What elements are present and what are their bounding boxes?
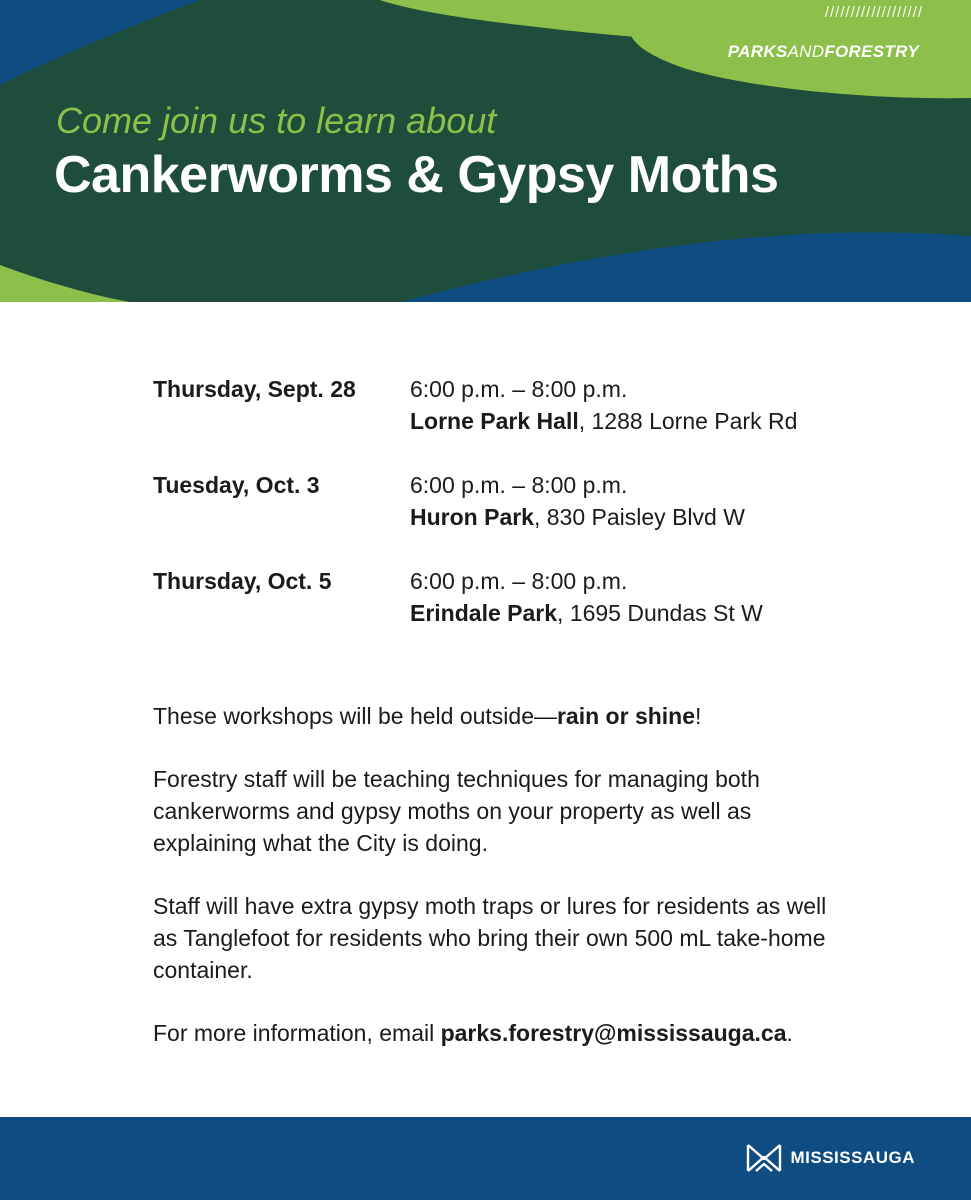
event-schedule bbox=[153, 374, 873, 662]
event-venue: Huron Park bbox=[410, 504, 534, 530]
event-date: Thursday, Oct. 5 bbox=[153, 568, 332, 594]
event-row bbox=[153, 470, 873, 566]
event-location bbox=[410, 504, 745, 531]
event-venue: Lorne Park Hall bbox=[410, 408, 579, 434]
logo-wordmark: MISSISSAUGA bbox=[790, 1148, 915, 1167]
contact-email[interactable]: parks.forestry@mississauga.ca bbox=[440, 1020, 787, 1046]
event-location bbox=[410, 600, 763, 627]
footer-bar bbox=[0, 1117, 971, 1200]
event-date: Tuesday, Oct. 3 bbox=[153, 472, 320, 498]
event-row bbox=[153, 374, 873, 470]
event-date: Thursday, Sept. 28 bbox=[153, 376, 356, 402]
event-address: , 1695 Dundas St W bbox=[557, 600, 763, 626]
event-time: 6:00 p.m. – 8:00 p.m. bbox=[410, 568, 628, 594]
contact-paragraph: For more information, email parks.forestry@mississauga.ca. bbox=[153, 1020, 793, 1046]
mississauga-logo bbox=[745, 1141, 915, 1175]
event-address: , 1288 Lorne Park Rd bbox=[578, 408, 798, 434]
event-address: , 830 Paisley Blvd W bbox=[533, 504, 745, 530]
page-title: Cankerworms & Gypsy Moths bbox=[54, 146, 779, 204]
weather-note: These workshops will be held outside—rain or shine! bbox=[153, 703, 702, 729]
event-venue: Erindale Park bbox=[410, 600, 558, 626]
header-banner bbox=[0, 0, 971, 302]
supplies-paragraph: Staff will have extra gypsy moth traps or lures for residents as well as Tanglefoot for residents who bring their own 500 mL take-home container. bbox=[153, 893, 827, 983]
parks-and-forestry-brand: PARKSANDFORESTRY bbox=[727, 42, 919, 61]
event-location bbox=[410, 408, 797, 435]
decorative-slashes: /////////////////// bbox=[824, 4, 923, 21]
event-row bbox=[153, 566, 873, 662]
body-text bbox=[153, 700, 853, 1080]
staff-teaching-paragraph: Forestry staff will be teaching techniques for managing both cankerworms and gypsy moths on your property as well as explaining what the City is doing. bbox=[153, 766, 760, 856]
event-time: 6:00 p.m. – 8:00 p.m. bbox=[410, 472, 628, 498]
event-time: 6:00 p.m. – 8:00 p.m. bbox=[410, 376, 628, 402]
subtitle: Come join us to learn about bbox=[56, 100, 497, 141]
mississauga-logo-icon bbox=[745, 1141, 783, 1175]
